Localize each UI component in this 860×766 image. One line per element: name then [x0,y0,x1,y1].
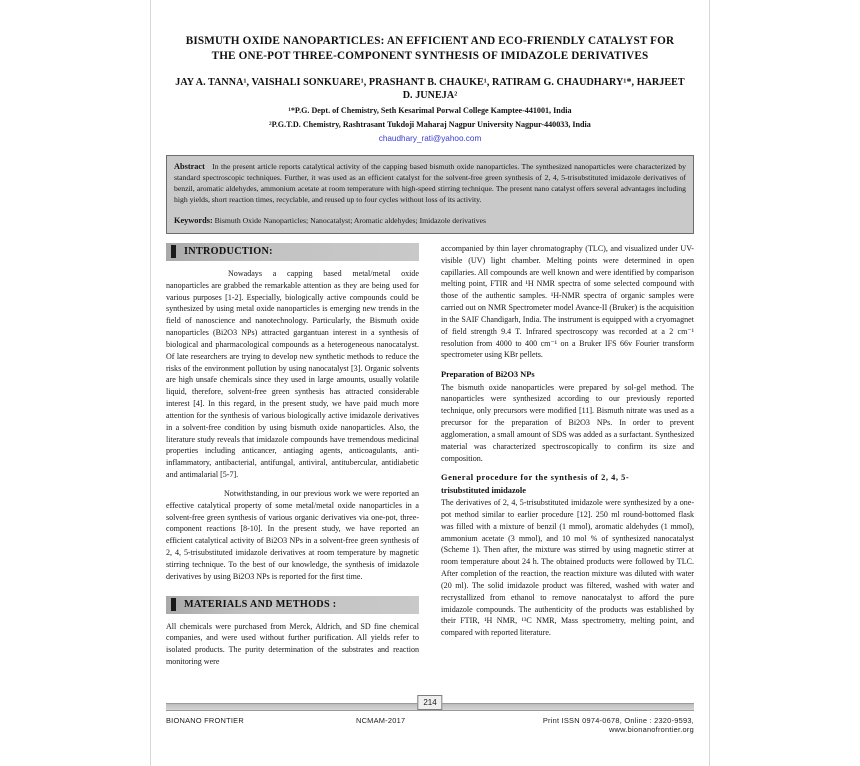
footer-conference: NCMAM-2017 [356,716,406,725]
title-block [166,0,694,143]
corresponding-email[interactable]: chaudhary_rati@yahoo.com [378,134,482,144]
section-marker-icon [171,245,176,258]
page-number: 214 [417,695,442,710]
intro-paragraph-1: Nowadays a capping based metal/metal oxide nanoparticles are grabbed the remarkable attention as they are being used for various purposes [1-2]. Especially, biologically active compounds could be synthesized by using metal oxide nanoparticles is emerging new trends in the field of nanoscience and nanotechnology. Particularly, the Bismuth oxide nanoparticles (Bi2O3 NPs) attracted gargantuan interest in a synthesis of biological and pharmacological compounds as a heterogeneous nanocatalyst. Of late researchers are trying to develop new synthetic methods to reduce the risks of the environment pollution by using nanocatalyst [3]. Organic solvents are high unsafe chemicals since they used in large amounts, usually volatile liquid, therefore, solvent-free green synthesis has attracted considerable interest [4]. In this regard, in the present study, we have paid much more attention for the synthesis of various biologically active imidazole derivatives in a solvent-free condition by using bismuth oxide nanoparticles. Also, the literature study reveals that imidazole compounds have tremendous medicinal properties including anticancer, antiaging agents, anticoagulants, anti-inflammatory, antibacterial, antifungal, antiviral, antitubercular, antidiabetic and antimalarial [5-7]. [166,268,419,480]
keywords-value: Bismuth Oxide Nanoparticles; Nanocatalyst; Aromatic aldehydes; Imidazole derivatives [214,216,486,226]
body-columns [166,243,694,668]
page-content [166,0,694,668]
intro-paragraph-2: Notwithstanding, in our previous work we were reported an effective catalytical property of some metal/metal oxide nanoparticles in a solvent-free green synthesis of various organic derivatives via one-pot, three-component reactions [8-10]. In the present study, we have reported an efficient catalytical activity of Bi2O3 NPs in a solvent-free green synthesis of 2, 4, 5-trisubstituted imidazole derivatives at room temperature by magnetic stirring technique. To the best of our knowledge, the synthesis of imidazole derivatives by using Bi2O3 NPs is reported for the first time. [166,488,419,581]
author-list: JAY A. TANNA¹, VAISHALI SONKUARE¹, PRASHANT B. CHAUKE¹, RATIRAM G. CHAUDHARY¹*, HARJEET D. JUNEJA² [175,76,685,102]
footer-row [166,716,694,734]
section-heading-label: MATERIALS AND METHODS : [184,599,337,610]
affiliation-1: ¹*P.G. Dept. of Chemistry, Seth Kesarimal Porwal College Kamptee-441001, India [288,105,572,115]
subsection-heading-preparation: Preparation of Bi2O3 NPs [441,370,535,380]
methods-continued-paragraph: accompanied by thin layer chromatography (TLC), and visualized under UV-visible (UV) light chamber. Melting points were determined in open capillaries. All compounds are well known and were identified by comparison melting point, FTIR and ¹H NMR spectra of some selected compound with those of the authentic samples. ¹H-NMR spectra of organic samples were carried out on NMR Spectrometer model Avance-II (Bruker) is the acquisition in the SAIF Chandigarh, India. The instrument is equipped with a cryomagnet of field strength 9.4 T. Infrared spectroscopy was recorded at a 2 cm⁻¹ resolution from 4000 to 400 cm⁻¹ on a Bruker IFS 66v Fourier transform spectrometer using KBr pellets. [441,243,694,360]
abstract-box [166,155,694,234]
left-column [166,243,419,668]
affiliation-2: ²P.G.T.D. Chemistry, Rashtrasant Tukdoji Maharaj Nagpur University Nagpur-440033, India [269,119,591,129]
keywords-label: Keywords: [174,216,213,226]
right-column [441,243,694,668]
general-procedure-paragraph: The derivatives of 2, 4, 5-trisubstituted imidazole were synthesized by a one-pot method similar to earlier procedure [12]. 250 ml round-bottomed flask was filled with a mixture of benzil (1 mmol), aromatic aldehydes (1 mmol), ammonium acetate (3 mmol), and 10 mol % of synthesized nanocatalyst (Scheme 1). Then after, the mixture was stirred by using magnetic stirrer at room temperature about 24 h. The obtained products were followed by TLC. After completion of the reaction, the reaction mixture was diluted with water (20 ml). The solid imidazole product was filtered, washed with water and recrystallized from ethanol to remove nanocatalyst to afford the pure imidazole compounds. The authenticity of the products was established by their FTIR, ¹H NMR, ¹³C NMR, Mass spectrometry, melting point, and compared with reported literature. [441,498,694,638]
page-footer [166,698,694,734]
section-heading-materials [166,596,419,614]
footer-journal: BIONANO FRONTIER [166,716,244,725]
footer-issn: Print ISSN 0974-0678, Online : 2320-9593, www.bionanofrontier.org [542,716,694,734]
section-heading-introduction [166,243,419,261]
abstract-label: Abstract [174,162,205,172]
page-title: BISMUTH OXIDE NANOPARTICLES: AN EFFICIENT AND ECO-FRIENDLY CATALYST FOR THE ONE-POT THREE-COMPONENT SYNTHESIS OF IMIDAZOLE DERIVATIVES [185,35,675,62]
abstract-body: In the present article reports catalytical activity of the capping based bismuth oxide nanoparticles. The synthesized nanoparticles were characterized by standard spectroscopic techniques. Further, it was used as an efficient catalyst for the solvent-free green synthesis of 2, 4, 5-trisubstituted imidazole derivatives of benzil, aromatic aldehydes, ammonium acetate at room temperature with high-speed stirring technique. The present nano catalyst offers several advantages including high yields, short reaction times, recyclable, and reused up to four cycles without loss of its activity. [174,162,687,205]
section-marker-icon [171,598,176,611]
section-heading-label: INTRODUCTION: [184,246,273,258]
abstract-paragraph [174,161,686,206]
subsection-heading-general-line1: General procedure for the synthesis of 2, 4, 5- [441,473,630,483]
materials-paragraph-1: All chemicals were purchased from Merck, Aldrich, and SD fine chemical companies, and were used without further purification. All yields refer to isolated products. The purity determination of the substrates and reaction monitoring were [166,621,419,666]
keywords-line [174,215,686,227]
preparation-paragraph: The bismuth oxide nanoparticles were prepared by sol-gel method. The nanoparticles were synthesized according to our previously reported technique, only precursors were modified [11]. Bismuth nitrate was used as a precursor for the preparation of Bi2O3 NPs. In order to prevent agglomeration, a small amount of SDS was added as a surfactant. Synthesized material was characterized spectroscopically to confirm its size and composition. [441,382,694,463]
footer-rule [166,698,694,711]
subsection-heading-general-line2: trisubstituted imidazole [441,485,526,495]
